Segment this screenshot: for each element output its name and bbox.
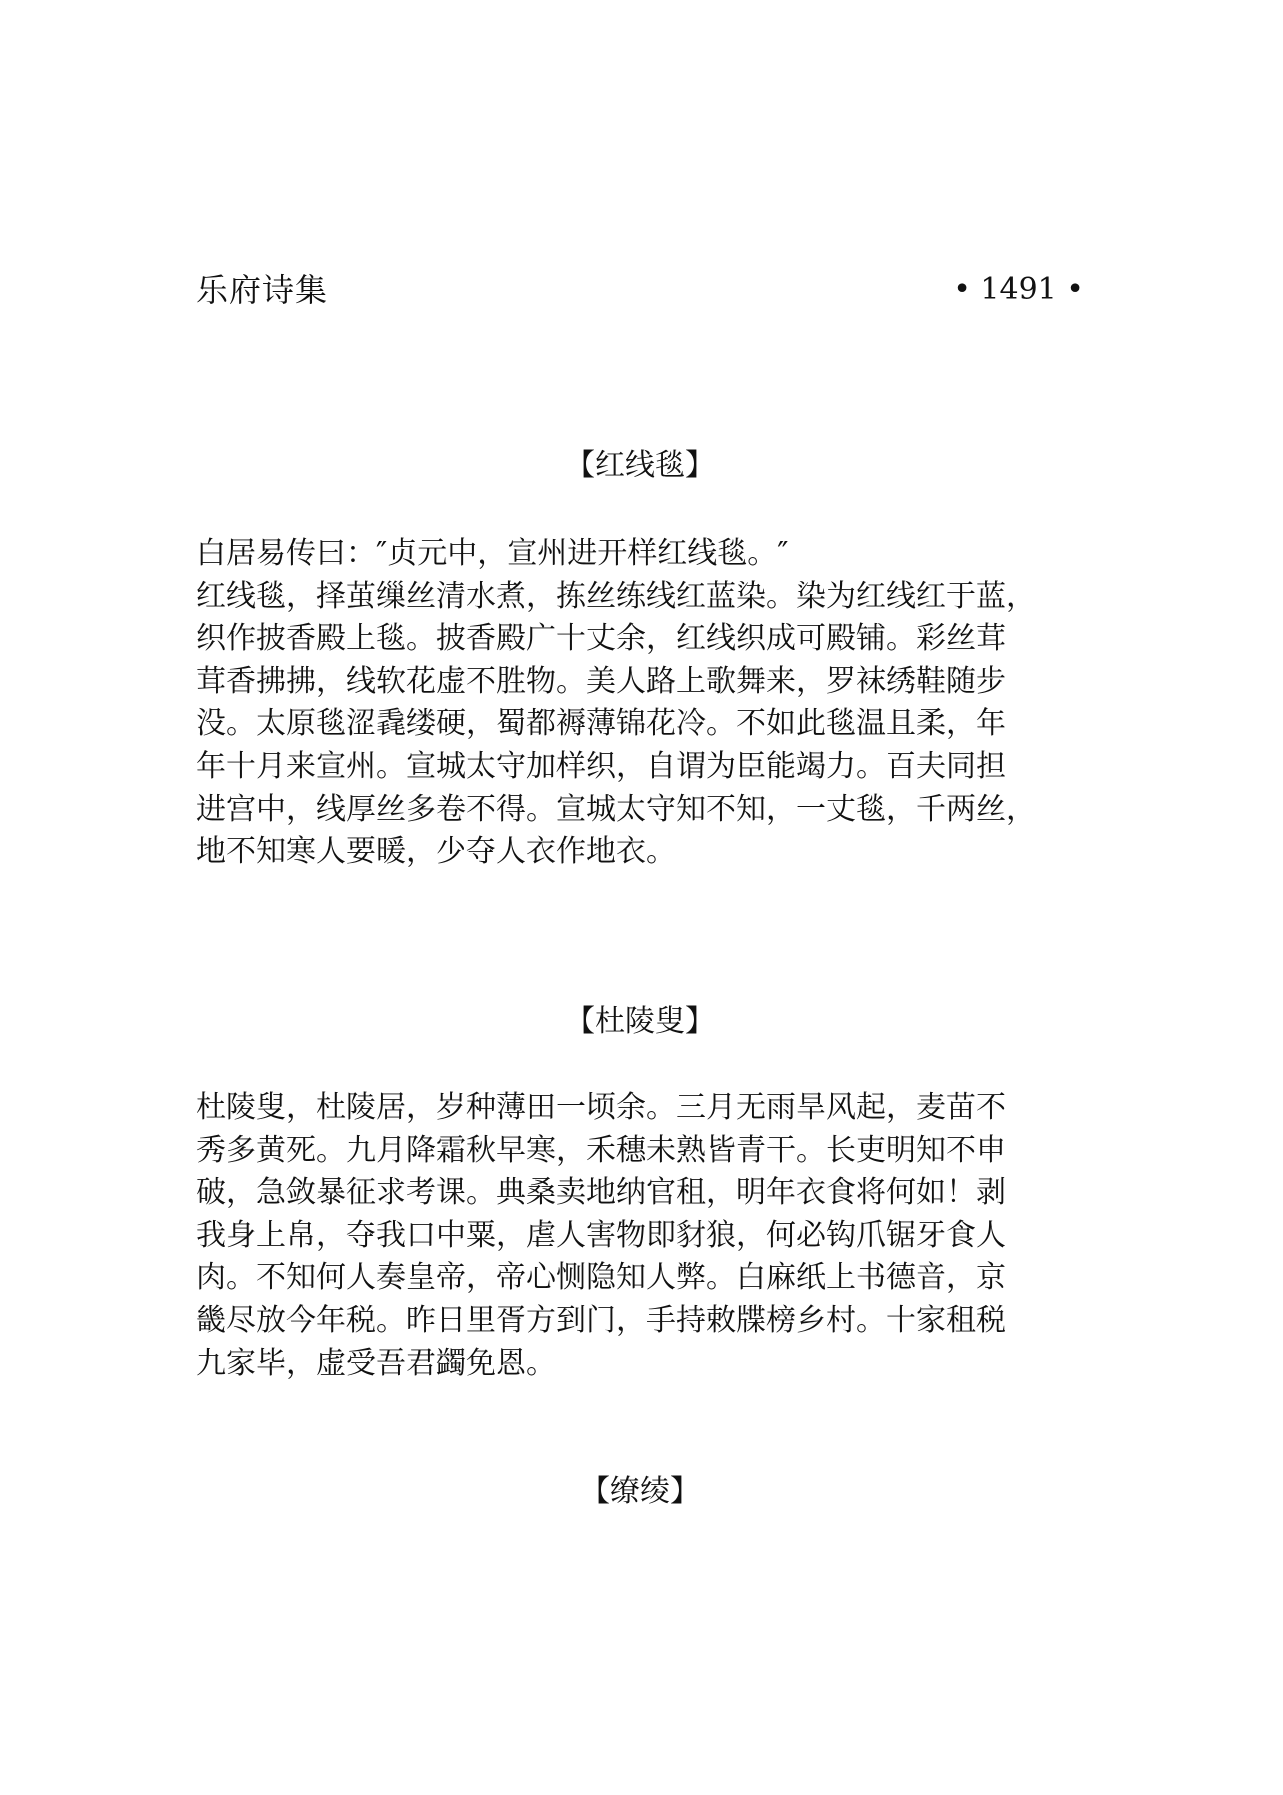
text-line: 九家毕，虚受吾君蠲免恩。 [196,1345,556,1381]
text-line: 秀多黄死。九月降霜秋早寒，禾穗未熟皆青干。长吏明知不申 [196,1132,1006,1168]
text-line: 破，急敛暴征求考课。典桑卖地纳官租，明年衣食将何如！剥 [196,1175,1006,1211]
text-line: 没。太原毯涩毳缕硬，蜀都褥薄锦花冷。不如此毯温且柔，年 [196,706,1006,742]
page-number: • 1491 • [953,272,1084,307]
text-line: 杜陵叟，杜陵居，岁种薄田一顷余。三月无雨旱风起，麦苗不 [196,1090,1006,1125]
text-line: 白居易传曰：″贞元中，宣州进开样红线毯。″ [196,536,789,571]
section-title-dulingsou: 【杜陵叟】 [565,1004,715,1039]
text-line: 年十月来宣州。宣城太守加样织，自谓为臣能竭力。百夫同担 [196,748,1006,784]
section-title-hongxiantan: 【红线毯】 [565,448,715,483]
section-title-liaoling: 【缭绫】 [580,1474,700,1509]
text-line: 肉。不知何人奏皇帝，帝心恻隐知人弊。白麻纸上书德音，京 [196,1260,1006,1296]
text-line: 茸香拂拂，线软花虚不胜物。美人路上歌舞来，罗袜绣鞋随步 [196,663,1006,699]
book-title: 乐府诗集 [196,271,329,309]
page-header [196,268,1084,312]
text-line: 红线毯，择茧缫丝清水煮，拣丝练线红蓝染。染为红线红于蓝， [196,578,1036,614]
section-body-dulingsou [196,1087,1096,1385]
text-line: 地不知寒人要暖，少夺人衣作地衣。 [196,834,676,870]
text-line: 畿尽放今年税。昨日里胥方到门，手持敕牒榜乡村。十家租税 [196,1302,1006,1338]
text-line: 我身上帛，夺我口中粟，虐人害物即豺狼，何必钩爪锯牙食人 [196,1217,1006,1253]
text-line: 织作披香殿上毯。披香殿广十丈余，红线织成可殿铺。彩丝茸 [196,621,1006,657]
section-body-hongxiantan [196,533,1096,874]
text-line: 进宫中，线厚丝多卷不得。宣城太守知不知，一丈毯，千两丝， [196,791,1036,827]
